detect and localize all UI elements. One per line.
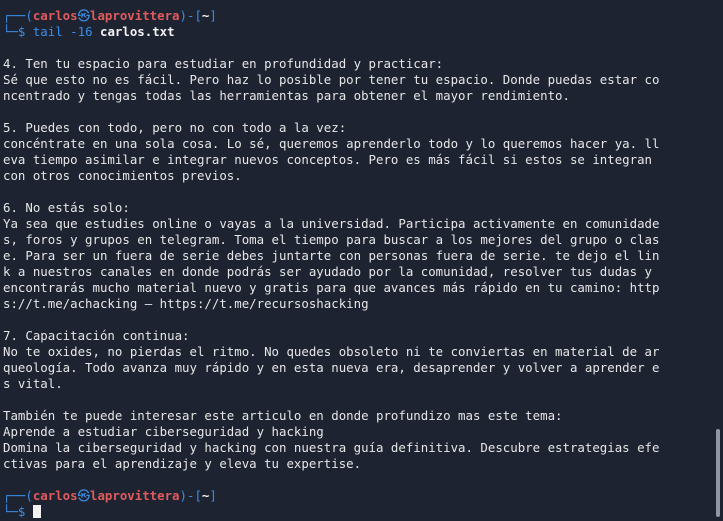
output-line: k a nuestros canales en donde podrás ser ayudado por la comunidad, resolver tus dudas y xyxy=(3,264,653,279)
output-line: s, foros y grupos en telegram. Toma el tiempo para buscar a los mejores del grupo o clas xyxy=(3,232,660,247)
output-line xyxy=(3,472,723,488)
prompt-dir: ~ xyxy=(201,8,210,23)
output-line: Sé que esto no es fácil. Pero haz lo posible por tener tu espacio. Donde puedas estar co xyxy=(3,72,660,87)
output-line: queología. Todo avanza muy rápido y en esta nueva era, desaprender y volver a aprender e xyxy=(3,360,660,375)
prompt-line-top-2 xyxy=(3,488,723,504)
text-cursor[interactable] xyxy=(33,505,41,518)
scrollbar-thumb[interactable] xyxy=(716,429,720,517)
output-line: No te oxides, no pierdas el ritmo. No quedes obsoleto ni te conviertas en material de ar xyxy=(3,344,660,359)
output-line: Domina la ciberseguridad y hacking con nuestra guía definitiva. Descubre estrategias efe xyxy=(3,440,660,455)
input-line[interactable] xyxy=(3,504,723,520)
skull-icon: ㉿ xyxy=(77,8,90,23)
prompt-bracket-close: ] xyxy=(209,488,217,503)
output-line xyxy=(3,392,723,408)
prompt-prefix-top: ┌──( xyxy=(3,488,33,503)
output-line: 7. Capacitación continua: xyxy=(3,328,190,343)
output-line: ncentrado y tengas todas las herramientas para obtener el mayor rendimiento. xyxy=(3,88,570,103)
output-line: 6. No estás solo: xyxy=(3,200,130,215)
output-line xyxy=(3,40,723,56)
prompt-prefix-top: ┌──( xyxy=(3,8,33,23)
command-line xyxy=(3,24,723,40)
skull-icon: ㉿ xyxy=(77,488,90,503)
command-name: tail xyxy=(32,24,63,39)
output-line xyxy=(3,104,723,120)
prompt-line-top xyxy=(3,8,723,24)
prompt-paren-close: )-[ xyxy=(179,8,202,23)
output-line: s://t.me/achacking – https://t.me/recursoshacking xyxy=(3,296,369,311)
output-line: e. Para ser un fuera de serie debes juntarte con personas fuera de serie. te dejo el lin xyxy=(3,248,660,263)
prompt-host: laprovittera xyxy=(90,488,180,503)
command-file: carlos.txt xyxy=(100,24,175,39)
prompt-dir: ~ xyxy=(201,488,210,503)
output-line xyxy=(3,184,723,200)
prompt-prefix-bottom: └─$ xyxy=(3,24,33,39)
command-args: -16 xyxy=(62,24,100,39)
command-output xyxy=(3,40,723,488)
output-line: ctivas para el aprendizaje y eleva tu expertise. xyxy=(3,456,362,471)
prompt-bracket-close: ] xyxy=(209,8,217,23)
output-line: 4. Ten tu espacio para estudiar en profundidad y practicar: xyxy=(3,56,444,71)
prompt-user: carlos xyxy=(32,8,78,23)
output-line: 5. Puedes con todo, pero no con todo a la vez: xyxy=(3,120,347,135)
prompt-paren-close: )-[ xyxy=(179,488,202,503)
output-line: concéntrate en una sola cosa. Lo sé, queremos aprenderlo todo y lo queremos hacer ya. ll xyxy=(3,136,660,151)
output-line: Aprende a estudiar ciberseguridad y hacking xyxy=(3,424,324,439)
prompt-user: carlos xyxy=(32,488,78,503)
output-line: con otros conocimientos previos. xyxy=(3,168,242,183)
output-line xyxy=(3,312,723,328)
output-line: encontrarás mucho material nuevo y gratis para que avances más rápido en tu camino: http xyxy=(3,280,660,295)
output-line: También te puede interesar este articulo en donde profundizo mas este tema: xyxy=(3,408,563,423)
prompt-host: laprovittera xyxy=(90,8,180,23)
output-line: Ya sea que estudies online o vayas a la universidad. Participa activamente en comunidade xyxy=(3,216,660,231)
output-line: eva tiempo asimilar e integrar nuevos conceptos. Pero es más fácil si estos se integran xyxy=(3,152,653,167)
output-line: s vital. xyxy=(3,376,63,391)
prompt-prefix-bottom: └─$ xyxy=(3,504,33,519)
